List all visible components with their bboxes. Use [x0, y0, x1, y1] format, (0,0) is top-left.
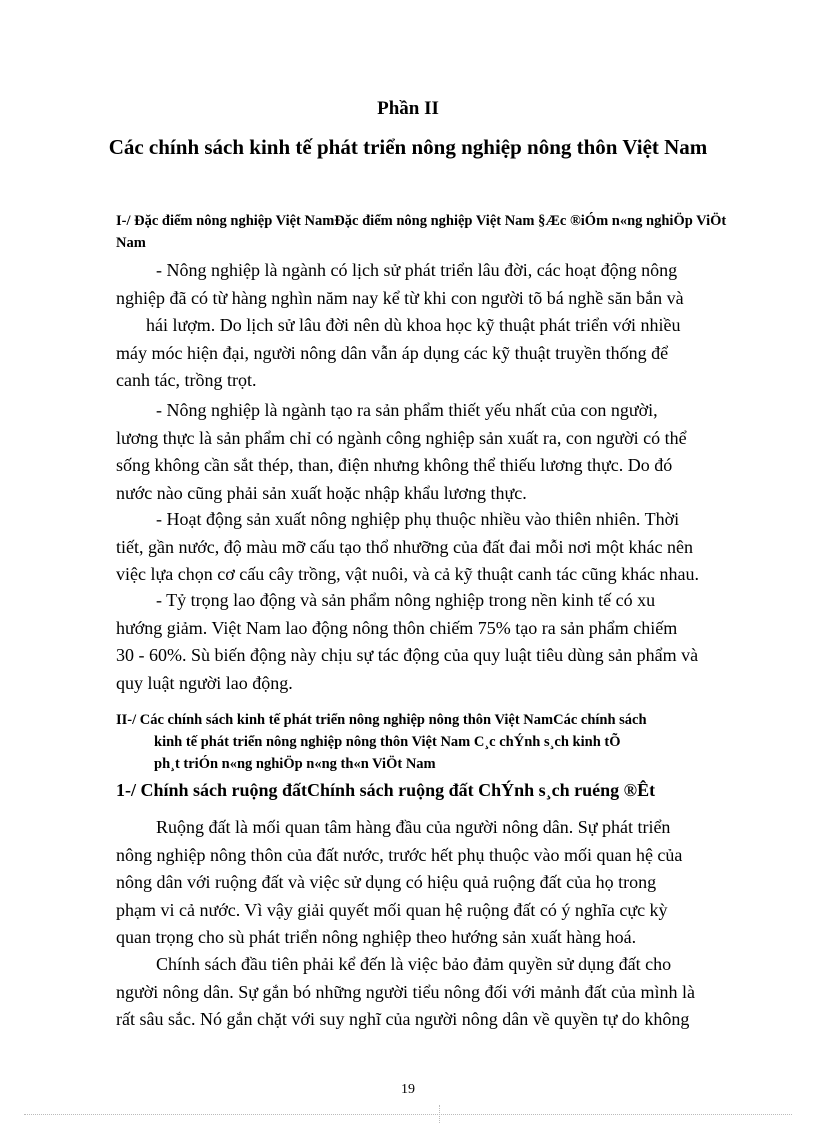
- page-number: 19: [401, 1082, 415, 1097]
- paragraph-6: [116, 951, 740, 1034]
- paragraph-5: [116, 814, 740, 952]
- paragraph-line: việc lựa chọn cơ cấu cây trồng, vật nuôi, và cả kỹ thuật canh tác cũng khác nhau.: [116, 564, 700, 584]
- paragraph-line: Ruộng đất là mối quan tâm hàng đầu của người nông dân. Sự phát triển: [156, 817, 671, 837]
- chapter-title: Các chính sách kinh tế phát triển nông nghiệp nông thôn Việt Nam: [108, 135, 708, 159]
- part-label: Phần II: [377, 98, 439, 119]
- paragraph-line: nước nào cũng phải sản xuất hoặc nhập khẩu lương thực.: [116, 482, 527, 503]
- paragraph-line: quy luật người lao động.: [116, 672, 293, 693]
- paragraph-line: máy móc hiện đại, người nông dân vẫn áp dụng các kỹ thuật truyền thống để: [116, 342, 669, 363]
- paragraph-line: - Nông nghiệp là ngành tạo ra sản phẩm thiết yếu nhất của con người,: [156, 400, 658, 420]
- paragraph-line: quan trọng cho sù phát triển nông nghiệp theo hướng sản xuất hàng hoá.: [116, 927, 637, 947]
- section-2-heading-line: ph¸t triÓn n«ng nghiÖp n«ng th«n ViÖt Nam: [154, 756, 436, 772]
- paragraph-line: - Tỷ trọng lao động và sản phẩm nông nghiệp trong nền kinh tế có xu: [156, 590, 656, 610]
- section-2-heading-line: II-/ Các chính sách kinh tế phát triển nông nghiệp nông thôn Việt NamCác chính sách: [116, 712, 647, 728]
- paragraph-line: - Nông nghiệp là ngành có lịch sử phát triển lâu đời, các hoạt động nông: [156, 260, 678, 280]
- section-1-heading: I-/ Đặc điểm nông nghiệp Việt NamĐặc điểm nông nghiệp Việt Nam §Æc ®iÓm n«ng nghiÖp ViÖt Nam: [116, 213, 727, 251]
- paragraph-line: hướng giảm. Việt Nam lao động nông thôn chiếm 75% tạo ra sản phẩm chiếm: [116, 617, 678, 638]
- paragraph-4: [116, 587, 740, 697]
- paragraph-line: nghiệp đã có từ hàng nghìn năm nay kể từ khi con người tõ bá nghề săn bắn và: [116, 287, 684, 308]
- paragraph-2: [116, 397, 740, 507]
- paragraph-3: [116, 506, 740, 589]
- paragraph-line: - Hoạt động sản xuất nông nghiệp phụ thuộc nhiều vào thiên nhiên. Thời: [156, 509, 680, 529]
- footer-divider-tick: [439, 1105, 440, 1123]
- paragraph-line: tiết, gần nước, độ màu mỡ cấu tạo thổ nhưỡng của đất đai mỗi nơi một khác nên: [116, 536, 693, 557]
- paragraph-line: sống không cần sắt thép, than, điện nhưng không thể thiếu lương thực. Do đó: [116, 455, 673, 475]
- paragraph-line: Chính sách đầu tiên phải kể đến là việc bảo đảm quyền sử dụng đất cho: [156, 954, 672, 974]
- subsection-1-heading: 1-/ Chính sách ruộng đấtChính sách ruộng đất ChÝnh s¸ch ruéng ®Êt: [116, 780, 656, 800]
- paragraph-1: [116, 257, 740, 395]
- paragraph-line: hái lượm. Do lịch sử lâu đời nên dù khoa học kỹ thuật phát triển với nhiều: [146, 315, 681, 335]
- paragraph-line: nông dân với ruộng đất và việc sử dụng có hiệu quả ruộng đất của họ trong: [116, 872, 657, 892]
- section-2-heading: [116, 709, 742, 775]
- footer-divider: [24, 1114, 792, 1115]
- paragraph-line: rất sâu sắc. Nó gắn chặt với suy nghĩ của người nông dân về quyền tự do không: [116, 1009, 690, 1029]
- section-2-heading-line: kinh tế phát triển nông nghiệp nông thôn Việt Nam C¸c chÝnh s¸ch kinh tÕ: [154, 734, 621, 750]
- paragraph-line: phạm vi cả nước. Vì vậy giải quyết mối quan hệ ruộng đất có ý nghĩa cực kỳ: [116, 899, 668, 920]
- paragraph-line: người nông dân. Sự gắn bó những người tiểu nông đối với mảnh đất của mình là: [116, 981, 696, 1002]
- paragraph-line: 30 - 60%. Sù biến động này chịu sự tác động của quy luật tiêu dùng sản phẩm và: [116, 645, 699, 665]
- paragraph-line: lương thực là sản phẩm chỉ có ngành công nghiệp sản xuất ra, con người có thể: [116, 427, 687, 448]
- paragraph-line: nông nghiệp nông thôn của đất nước, trước hết phụ thuộc vào mối quan hệ của: [116, 844, 683, 865]
- paragraph-line: canh tác, trồng trọt.: [116, 370, 257, 390]
